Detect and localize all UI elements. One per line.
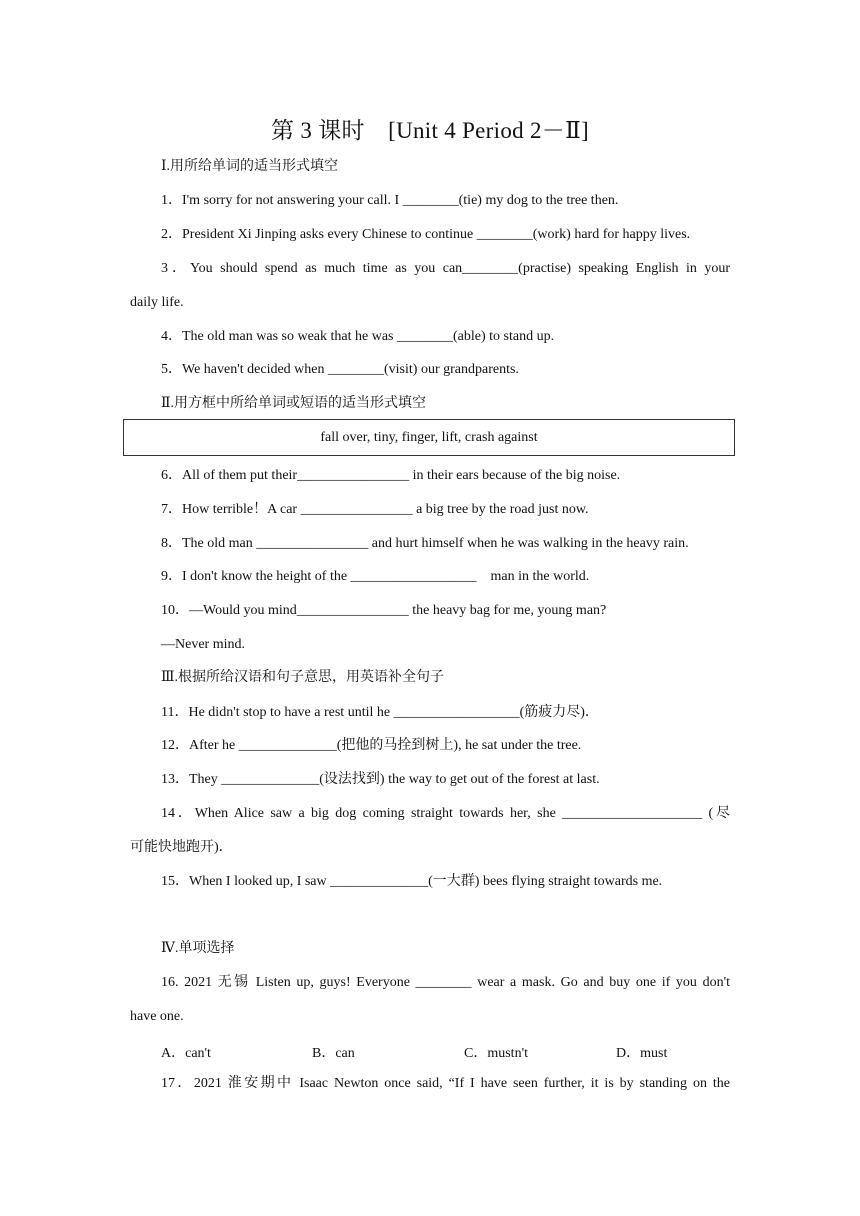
question-2: 2．President Xi Jinping asks every Chinese to continue ________(work) hard for happy lives. <box>161 227 691 242</box>
question-3-line-2: daily life. <box>130 295 184 310</box>
option-b: B．can <box>312 1046 355 1061</box>
question-14-line-1: 14．When Alice saw a big dog coming straight towards her, she ____________________ (尽 <box>161 806 730 821</box>
question-7: 7．How terrible！A car ________________ a big tree by the road just now. <box>161 502 589 517</box>
question-6: 6．All of them put their________________ in their ears because of the big noise. <box>161 468 621 483</box>
question-9: 9．I don't know the height of the __________________ man in the world. <box>161 569 590 584</box>
question-17-line-1: 17．2021 淮安期中 Isaac Newton once said, “If I have seen further, it is by standing on the <box>161 1076 730 1091</box>
question-16-line-1: 16. 2021 无锡 Listen up, guys! Everyone ________ wear a mask. Go and buy one if you don't <box>161 975 730 990</box>
question-3-line-1: 3．You should spend as much time as you can________(practise) speaking English in your <box>161 261 730 276</box>
section-3-heading: Ⅲ.根据所给汉语和句子意思，用英语补全句子 <box>161 670 444 685</box>
section-4-heading: Ⅳ.单项选择 <box>161 941 235 956</box>
question-10-line-2: —Never mind. <box>161 637 245 652</box>
question-5: 5．We haven't decided when ________(visit) our grandparents. <box>161 362 519 377</box>
option-d: D．must <box>616 1046 668 1061</box>
section-2-heading: Ⅱ.用方框中所给单词或短语的适当形式填空 <box>161 396 427 411</box>
question-14-line-2: 可能快地跑开)． <box>130 840 233 855</box>
question-1: 1．I'm sorry for not answering your call. I ________(tie) my dog to the tree then. <box>161 193 619 208</box>
question-4: 4．The old man was so weak that he was ________(able) to stand up. <box>161 329 555 344</box>
word-box <box>123 419 735 456</box>
option-c: C．mustn't <box>464 1046 528 1061</box>
question-13: 13．They ______________(设法找到) the way to get out of the forest at last. <box>161 772 600 787</box>
question-8: 8．The old man ________________ and hurt himself when he was walking in the heavy rain. <box>161 536 689 551</box>
section-1-heading: Ⅰ.用所给单词的适当形式填空 <box>161 159 339 174</box>
question-11: 11．He didn't stop to have a rest until he __________________(筋疲力尽)． <box>161 705 599 720</box>
question-15: 15．When I looked up, I saw ______________(一大群) bees flying straight towards me. <box>161 874 663 889</box>
question-10-line-1: 10．—Would you mind________________ the heavy bag for me, young man? <box>161 603 607 618</box>
option-a: A．can't <box>161 1046 211 1061</box>
word-box-text: fall over, tiny, finger, lift, crash against <box>320 429 538 445</box>
question-12: 12．After he ______________(把他的马拴到树上), he sat under the tree. <box>161 738 582 753</box>
page-title: 第 3 课时 [Unit 4 Period 2－Ⅱ] <box>271 118 589 143</box>
question-16-line-2: have one. <box>130 1009 184 1024</box>
